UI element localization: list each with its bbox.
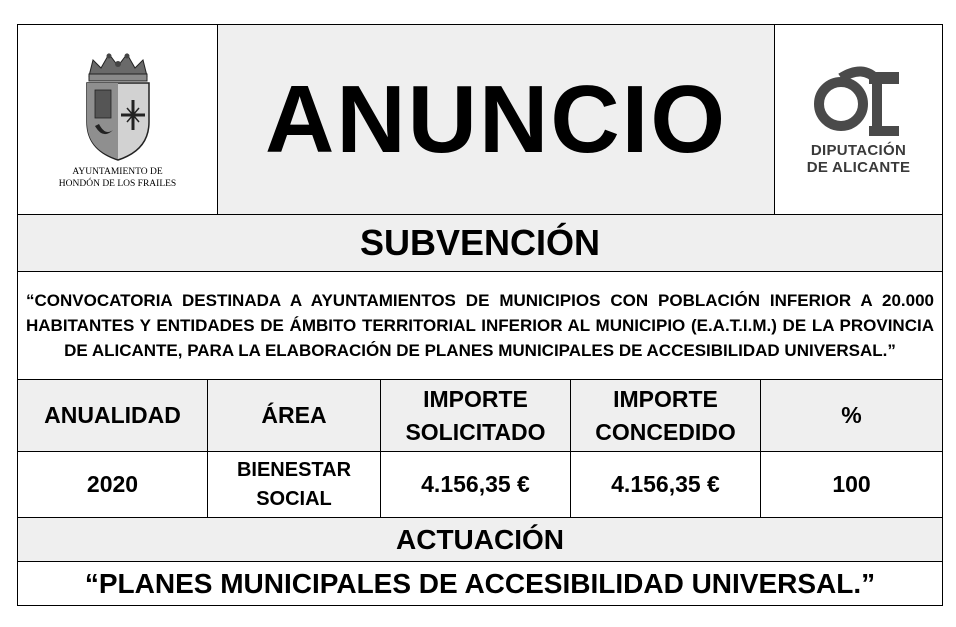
value-importe-concedido [570, 451, 760, 517]
actuacion-heading: ACTUACIÓN [396, 523, 564, 555]
diputacion-caption-line1: DIPUTACIÓN [810, 141, 907, 159]
value-porcentaje-text: 100 [832, 471, 871, 497]
diputacion-logo [774, 25, 942, 214]
value-area-text: BIENESTAR SOCIAL [236, 458, 352, 510]
value-importe-solicitado [380, 451, 570, 517]
header-importe-solicitado [380, 379, 570, 451]
actuacion-value-cell [18, 561, 942, 605]
value-importe-solicitado-text: 4.156,35 € [421, 471, 530, 497]
header-importe-concedido-label: IMPORTE CONCEDIDO [595, 385, 736, 445]
header-area-label: ÁREA [261, 402, 327, 428]
header-area [207, 379, 380, 451]
header-anualidad-label: ANUALIDAD [44, 402, 181, 428]
announcement-title-cell [217, 25, 774, 214]
convocatoria-description-cell [18, 271, 942, 379]
header-porcentaje [760, 379, 942, 451]
diputacion-caption-line2: DE ALICANTE [806, 158, 911, 176]
header-importe-concedido [570, 379, 760, 451]
header-porcentaje-label: % [841, 402, 862, 428]
coat-of-arms-icon [83, 50, 153, 162]
diputacion-a-logo-icon [811, 64, 907, 138]
value-anualidad [18, 451, 207, 517]
municipality-caption-line2: HONDÓN DE LOS FRAILES [58, 178, 177, 189]
diputacion-caption [807, 142, 911, 176]
municipality-logo [18, 25, 217, 214]
value-anualidad-text: 2020 [86, 471, 139, 497]
actuacion-value: “PLANES MUNICIPALES DE ACCESIBILIDAD UNIVERSAL.” [84, 567, 876, 599]
subvencion-heading: SUBVENCIÓN [359, 222, 601, 263]
value-importe-concedido-text: 4.156,35 € [611, 471, 720, 497]
municipality-caption [59, 166, 176, 190]
convocatoria-description: “CONVOCATORIA DESTINADA A AYUNTAMIENTOS DE MUNICIPIOS CON POBLACIÓN INFERIOR A 20.000 HABITANTES Y ENTIDADES DE ÁMBITO TERRITORIAL INFERIOR AL MUNICIPIO (E.A.T.I.M.) DE LA PROVINCIA DE ALICANTE, PARA LA ELABORACIÓN DE PLANES MUNICIPALES DE ACCESIBILIDAD UNIVERSAL.” [26, 291, 934, 360]
header-anualidad [18, 379, 207, 451]
announcement-title: ANUNCIO [265, 65, 727, 173]
announcement-sheet [17, 24, 943, 606]
subvencion-heading-cell [18, 214, 942, 271]
actuacion-heading-cell [18, 517, 942, 561]
value-porcentaje [760, 451, 942, 517]
value-area [207, 451, 380, 517]
municipality-caption-line1: AYUNTAMIENTO DE [72, 166, 163, 177]
header-importe-solicitado-label: IMPORTE SOLICITADO [405, 385, 546, 445]
